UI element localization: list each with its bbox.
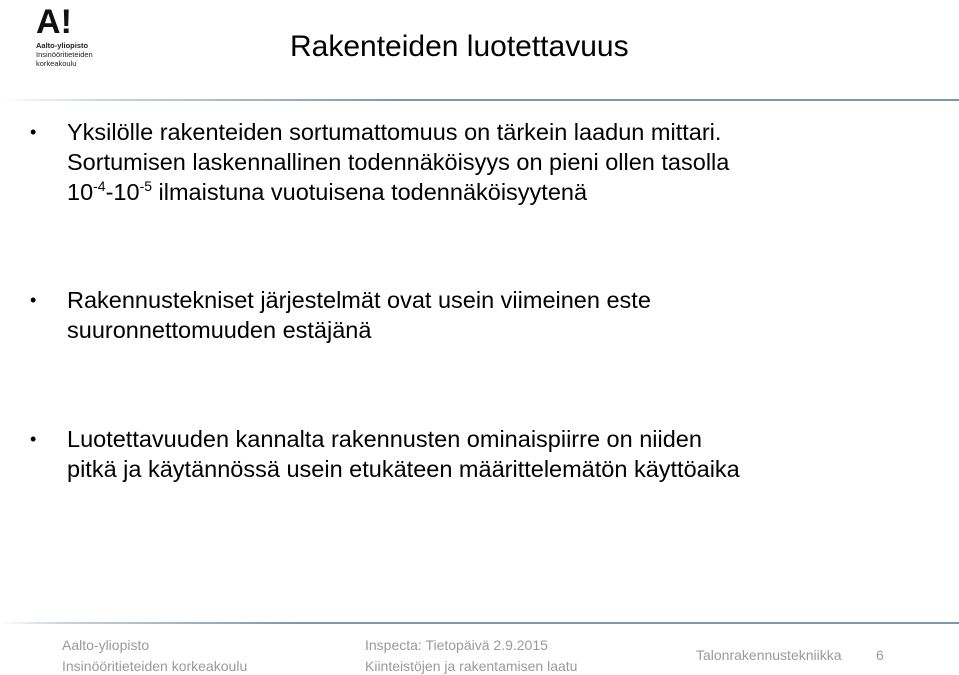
bullet-line: Yksilölle rakenteiden sortumattomuus on tärkein laadun mittari.: [67, 119, 722, 145]
footer-organization: [62, 635, 247, 675]
logo-line-2: Insinööritieteiden: [36, 50, 93, 59]
bullet-dot-icon: •: [30, 290, 37, 310]
title-divider: [0, 99, 959, 101]
footer-event-line-1: Inspecta: Tietopäivä 2.9.2015: [365, 637, 548, 653]
bullet-dot-icon: •: [30, 122, 37, 142]
bullet-item: [30, 424, 930, 484]
bullet-line: pitkä ja käytännössä usein etukäteen määrittelemätön käyttöaika: [67, 456, 740, 482]
footer-org-line-2: Insinööritieteiden korkeakoulu: [62, 658, 248, 674]
bullet-dot-icon: •: [30, 429, 37, 449]
exponent-base: 10: [67, 179, 94, 205]
bullet-item: [30, 285, 930, 345]
logo-mark: [36, 3, 116, 41]
exponent: -5: [139, 178, 153, 194]
logo-text: [36, 41, 116, 68]
bullet-line: Luotettavuuden kannalta rakennusten ominaispiirre on niiden: [67, 426, 702, 452]
bullet-text: [67, 117, 930, 207]
slide-title: Rakenteiden luotettavuus: [290, 30, 629, 63]
logo-letter: A: [36, 3, 60, 41]
bullet-line-rest: ilmaistuna vuotuisena todennäköisyytenä: [152, 179, 588, 205]
bullet-line: Sortumisen laskennallinen todennäköisyys on pieni ollen tasolla: [67, 149, 730, 175]
bullet-text: [67, 285, 930, 345]
bullet-line-with-exponents: [67, 177, 930, 207]
bullet-text: [67, 424, 930, 484]
bullet-line: Rakennustekniset järjestelmät ovat usein viimeinen este: [67, 287, 651, 313]
exponent-base: -10: [105, 179, 140, 205]
aalto-logo: [36, 3, 116, 68]
footer-org-line-1: Aalto-yliopisto: [62, 637, 150, 653]
logo-line-3: korkeakoulu: [36, 59, 77, 68]
footer-divider: [0, 622, 959, 624]
logo-line-1: Aalto-yliopisto: [36, 41, 89, 50]
footer-event: [365, 635, 577, 675]
bullet-line: suuronnettomuuden estäjänä: [67, 317, 372, 343]
footer-event-line-2: Kiinteistöjen ja rakentamisen laatu: [365, 658, 578, 674]
bullet-item: [30, 117, 930, 207]
logo-exclamation: !: [60, 3, 72, 41]
footer-department: Talonrakennustekniikka: [696, 647, 842, 663]
exponent: -4: [93, 178, 106, 194]
page-number: 6: [876, 647, 884, 663]
